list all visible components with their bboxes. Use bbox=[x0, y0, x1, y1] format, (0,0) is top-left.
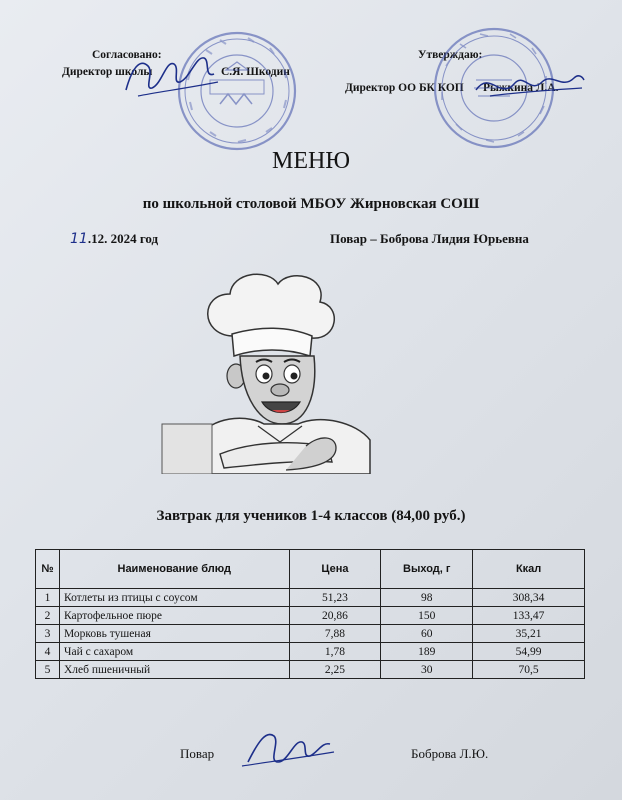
confirm-label: Утверждаю: bbox=[418, 49, 483, 61]
school-director-name: С.Я. Шкодин bbox=[221, 66, 290, 78]
org-director-label: Директор ОО БК КОП bbox=[345, 82, 464, 94]
row-price: 51,23 bbox=[289, 589, 381, 607]
row-dish-name: Картофельное пюре bbox=[59, 607, 289, 625]
row-dish-name: Морковь тушеная bbox=[59, 625, 289, 643]
table-row bbox=[36, 607, 585, 625]
org-director-name: Рыжкина Л.А. bbox=[483, 82, 559, 94]
header-yield: Выход, г bbox=[381, 550, 473, 589]
chef-illustration bbox=[160, 264, 380, 479]
footer-cook-label: Повар bbox=[180, 746, 215, 761]
row-yield: 98 bbox=[381, 589, 473, 607]
row-number: 5 bbox=[36, 661, 60, 679]
row-number: 2 bbox=[36, 607, 60, 625]
row-price: 2,25 bbox=[289, 661, 381, 679]
row-dish-name: Котлеты из птицы с соусом bbox=[59, 589, 289, 607]
cook-line: Повар – Боброва Лидия Юрьевна bbox=[330, 231, 529, 246]
school-director-signature bbox=[118, 38, 228, 113]
school-director-label: Директор школы bbox=[62, 66, 153, 78]
header-dish-name: Наименование блюд bbox=[59, 550, 289, 589]
row-price: 7,88 bbox=[289, 625, 381, 643]
table-row bbox=[36, 589, 585, 607]
approved-label: Согласовано: bbox=[92, 49, 162, 61]
row-number: 4 bbox=[36, 643, 60, 661]
table-row bbox=[36, 643, 585, 661]
row-price: 1,78 bbox=[289, 643, 381, 661]
row-yield: 60 bbox=[381, 625, 473, 643]
row-kcal: 35,21 bbox=[473, 625, 585, 643]
table-row bbox=[36, 625, 585, 643]
row-dish-name: Хлеб пшеничный bbox=[59, 661, 289, 679]
org-director-signature bbox=[470, 60, 590, 115]
row-yield: 189 bbox=[381, 643, 473, 661]
header-number: № bbox=[36, 550, 60, 589]
header-price: Цена bbox=[289, 550, 381, 589]
row-yield: 30 bbox=[381, 661, 473, 679]
row-yield: 150 bbox=[381, 607, 473, 625]
menu-date bbox=[70, 231, 158, 247]
menu-title: МЕНЮ bbox=[272, 148, 350, 174]
menu-subtitle: по школьной столовой МБОУ Жирновская СОШ bbox=[142, 196, 480, 212]
row-number: 1 bbox=[36, 589, 60, 607]
row-kcal: 308,34 bbox=[473, 589, 585, 607]
menu-table bbox=[35, 549, 585, 679]
row-kcal: 133,47 bbox=[473, 607, 585, 625]
header-kcal: Ккал bbox=[473, 550, 585, 589]
cook-signature bbox=[238, 722, 338, 779]
row-price: 20,86 bbox=[289, 607, 381, 625]
row-dish-name: Чай с сахаром bbox=[59, 643, 289, 661]
table-header-row bbox=[36, 550, 585, 589]
meal-title: Завтрак для учеников 1-4 классов (84,00 руб.) bbox=[156, 508, 466, 524]
row-kcal: 70,5 bbox=[473, 661, 585, 679]
footer-cook-name: Боброва Л.Ю. bbox=[411, 746, 489, 761]
row-kcal: 54,99 bbox=[473, 643, 585, 661]
date-day-handwritten: 11 bbox=[70, 231, 88, 247]
table-row bbox=[36, 661, 585, 679]
row-number: 3 bbox=[36, 625, 60, 643]
date-rest: .12. 2024 год bbox=[87, 231, 159, 246]
